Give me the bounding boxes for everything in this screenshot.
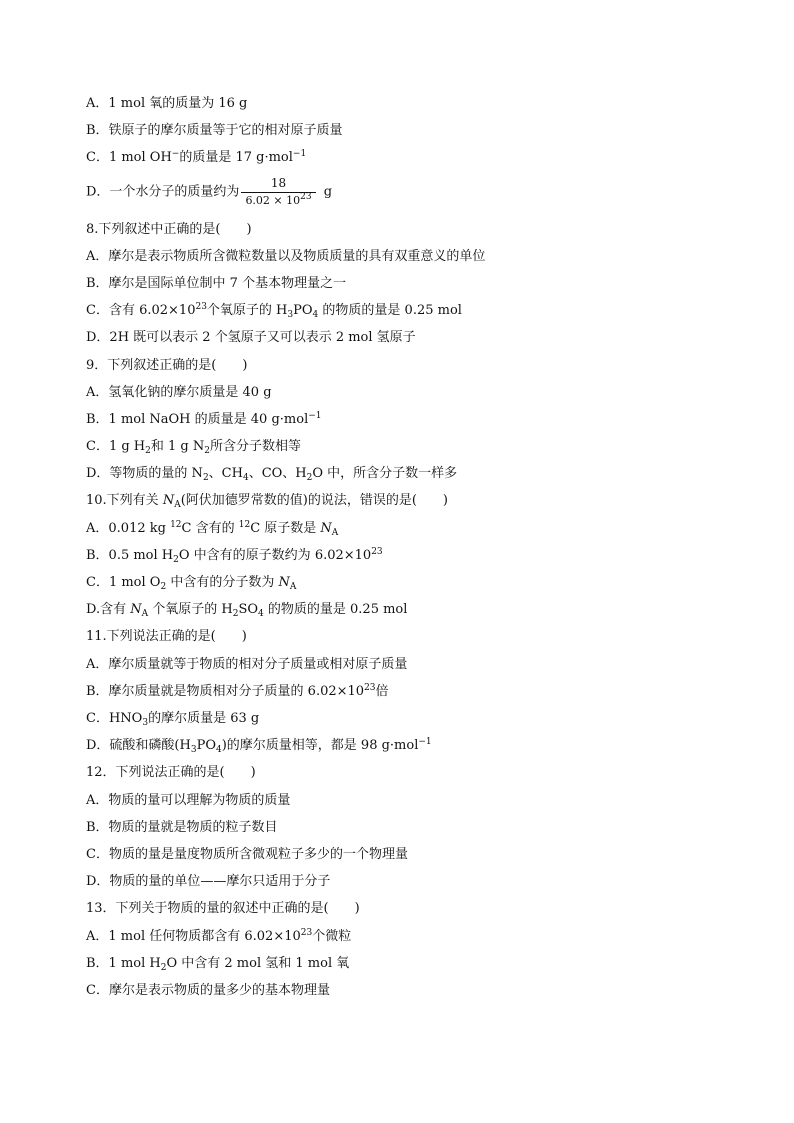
question-line: 8.下列叙述中正确的是( ) [86, 222, 252, 237]
option-line: B．摩尔质量就是物质相对分子质量的 $6.02\times 10^{23}$倍 [86, 683, 389, 699]
option-line: B．铁原子的摩尔质量等于它的相对原子质量 [86, 123, 343, 138]
option-line: A．1 mol 任何物质都含有 $6.02\times 10^{23}$个微粒 [86, 928, 352, 944]
option-line: B．0.5 mol $H_2O$ 中含有的原子数约为 $6.02\times 10^{23}$ [86, 547, 383, 565]
option-line: C．物质的量是量度物质所含微观粒子多少的一个物理量 [86, 847, 408, 862]
question-line: 10.下列有关 $N_A$(阿伏加德罗常数的值)的说法，错误的是( ) [86, 493, 448, 510]
question-line: 13．下列关于物质的量的叙述中正确的是( ) [86, 901, 360, 916]
option-line: B．物质的量就是物质的粒子数目 [86, 820, 278, 835]
option-line: D．物质的量的单位——摩尔只适用于分子 [86, 874, 331, 889]
option-line: D．等物质的量的 $N_2$、$CH_4$、CO、$H_2O$ 中，所含分子数一样多 [86, 466, 458, 483]
option-line: C．摩尔是表示物质的量多少的基本物理量 [86, 983, 330, 998]
question-line: 11.下列说法正确的是( ) [86, 629, 247, 644]
option-line: B．摩尔是国际单位制中 7 个基本物理量之一 [86, 276, 347, 291]
option-line: A．0.012 kg $^{12}$C 含有的 $^{12}$C 原子数是 $N_A$ [86, 520, 339, 538]
option-line: C．$HNO_3$的摩尔质量是 63 g [86, 711, 260, 728]
option-line-with-fraction: D．一个水分子的质量约为 $\frac{18}{6.02 \times 10^{23}}$ g [86, 176, 333, 207]
option-line: C．1 mol $O_2$ 中含有的分子数为 $N_A$ [86, 575, 297, 592]
option-line: C．含有 $6.02\times 10^{23}$个氧原子的 $H_3PO_4$ 的物质的量是 0.25 mol [86, 302, 462, 320]
option-line: D.含有 $N_A$ 个氧原子的 $H_2SO_4$ 的物质的量是 0.25 mol [86, 602, 408, 619]
option-line: B．1 mol $H_2O$ 中含有 2 mol 氢和 1 mol 氧 [86, 956, 350, 973]
option-line: A．摩尔是表示物质所含微粒数量以及物质质量的具有双重意义的单位 [86, 249, 486, 264]
option-line: A．摩尔质量就等于物质的相对分子质量或相对原子质量 [86, 657, 408, 672]
option-line: A．氢氧化钠的摩尔质量是 40 g [86, 385, 272, 400]
option-line: A．1 mol 氧的质量为 16 g [86, 96, 248, 111]
fraction: $\frac{18}{6.02 \times 10^{23}}$ [241, 176, 315, 208]
option-line: C．1 mol OH−的质量是 17 g·mol$^{-1}$ [86, 149, 307, 165]
option-line: D．硫酸和磷酸$(H_3PO_4)$的摩尔质量相等，都是 98 g·mol$^{-1}$ [86, 737, 432, 755]
question-line: 12．下列说法正确的是( ) [86, 765, 256, 780]
option-line: C．1 g $H_2$和 1 g $N_2$所含分子数相等 [86, 439, 302, 456]
option-line: D．2H 既可以表示 2 个氢原子又可以表示 2 mol 氢原子 [86, 330, 416, 345]
option-line: B．1 mol NaOH 的质量是 40 g·mol$^{-1}$ [86, 411, 322, 427]
option-line: A．物质的量可以理解为物质的质量 [86, 793, 291, 808]
question-line: 9．下列叙述正确的是( ) [86, 358, 248, 373]
